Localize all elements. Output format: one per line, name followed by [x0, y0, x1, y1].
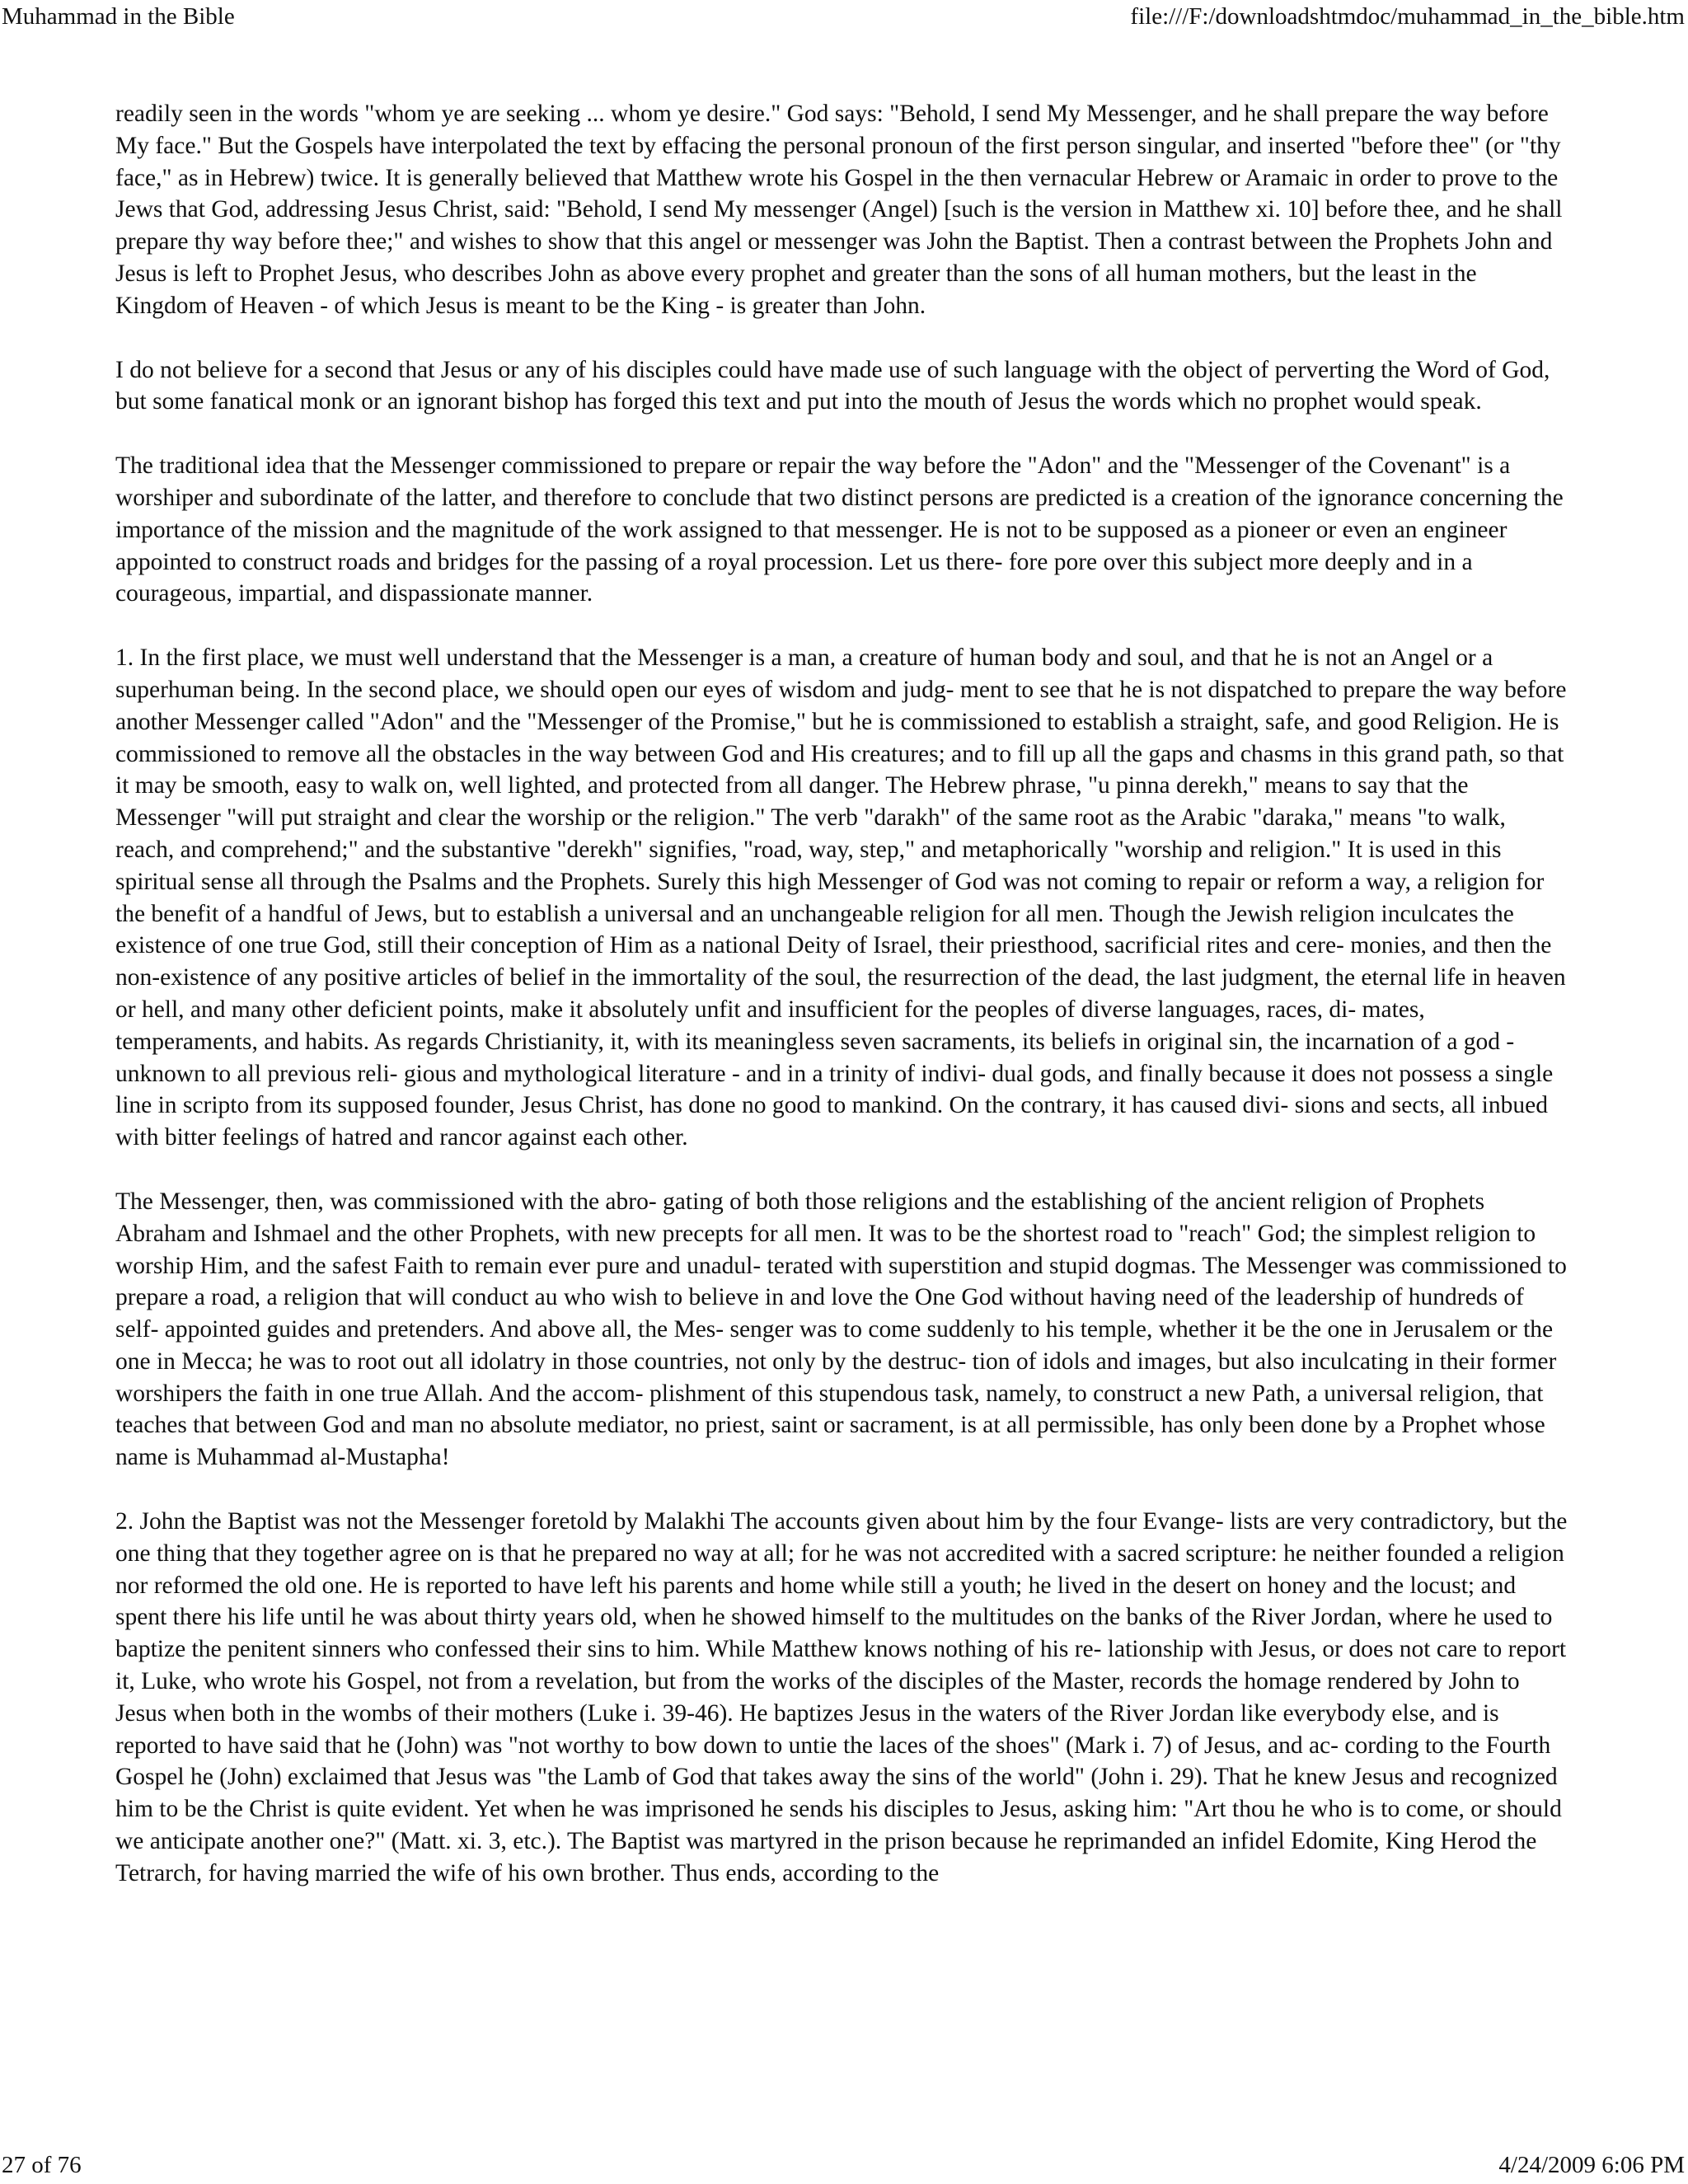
paragraph: The traditional idea that the Messenger commissioned to prepare or repair the way before the "Adon" and the "Messenger of the Covenant" is a worshiper and subordinate of the latter, and therefore to conclude that two distinct persons are predicted is a creation of the ignorance concerning the importance of the mission and the magnitude of the work assigned to that messenger. He is not to be supposed as a pioneer or even an engineer appointed to construct roads and bridges for the passing of a royal procession. Let us there- fore pore over this subject more deeply and in a courageous, impartial, and dispassionate manner.	[115, 452, 1564, 607]
document-body	[115, 98, 1568, 1890]
document-url: file:///F:/downloadshtmdoc/muhammad_in_the_bible.htm	[1130, 3, 1685, 30]
paragraph: 1. In the first place, we must well understand that the Messenger is a man, a creature of human body and soul, and that he is not an Angel or a superhuman being. In the second place, we should open our eyes of wisdom and judg- ment to see that he is not dispatched to prepare the way before another Messenger called "Adon" and the "Messenger of the Promise," but he is commissioned to establish a straight, safe, and good Religion. He is commissioned to remove all the obstacles in the way between God and His creatures; and to fill up all the gaps and chasms in this grand path, so that it may be smooth, easy to walk on, well lighted, and protected from all danger. The Hebrew phrase, "u pinna derekh," means to say that the Messenger "will put straight and clear the worship or the religion." The verb "darakh" of the same root as the Arabic "daraka," means "to walk, reach, and comprehend;" and the substantive "derekh" signifies, "road, way, step," and metaphorically "worship and religion." It is used in this spiritual sense all through the Psalms and the Prophets. Surely this high Messenger of God was not coming to repair or reform a way, a religion for the benefit of a handful of Jews, but to establish a universal and an unchangeable religion for all men. Though the Jewish religion inculcates the existence of one true God, still their conception of Him as a national Deity of Israel, their priesthood, sacrificial rites and cere- monies, and then the non-existence of any positive articles of belief in the immortality of the soul, the resurrection of the dead, the last judgment, the eternal life in heaven or hell, and many other deficient points, make it absolutely unfit and insufficient for the peoples of diverse languages, races, di- mates, temperaments, and habits. As regards Christianity, it, with its meaningless seven sacraments, its beliefs in original sin, the incarnation of a god - unknown to all previous reli- gious and mythological literature - and in a trinity of indivi- dual gods, and finally because it does not possess a single line in scripto from its supposed founder, Jesus Christ, has done no good to mankind. On the contrary, it has caused divi- sions and sects, all inbued with bitter feelings of hatred and rancor against each other.	[115, 644, 1567, 1151]
print-timestamp: 4/24/2009 6:06 PM	[1498, 2152, 1685, 2178]
document-title: Muhammad in the Bible	[2, 3, 235, 30]
page-counter: 27 of 76	[2, 2152, 82, 2178]
paragraph: readily seen in the words "whom ye are seeking ... whom ye desire." God says: "Behold, I send My Messenger, and he shall prepare the way before My face." But the Gospels have interpolated the text by effacing the personal pronoun of the first person singular, and inserted "before thee" (or "thy face," as in Hebrew) twice. It is generally believed that Matthew wrote his Gospel in the then vernacular Hebrew or Aramaic in order to prove to the Jews that God, addressing Jesus Christ, said: "Behold, I send My messenger (Angel) [such is the version in Matthew xi. 10] before thee, and he shall prepare thy way before thee;" and wishes to show that this angel or messenger was John the Baptist. Then a contrast between the Prophets John and Jesus is left to Prophet Jesus, who describes John as above every prophet and greater than the sons of all human mothers, but the least in the Kingdom of Heaven - of which Jesus is meant to be the King - is greater than John.	[115, 101, 1563, 319]
paragraph: 2. John the Baptist was not the Messenger foretold by Malakhi The accounts given about him by the four Evange- lists are very contradictory, but the one thing that they together agree on is that he prepared no way at all; for he was not accredited with a sacred scripture: he neither founded a religion nor reformed the old one. He is reported to have left his parents and home while still a youth; he lived in the desert on honey and the locust; and spent there his life until he was about thirty years old, when he showed himself to the multitudes on the banks of the River Jordan, where he used to baptize the penitent sinners who confessed their sins to him. While Matthew knows nothing of his re- lationship with Jesus, or does not care to report it, Luke, who wrote his Gospel, not from a revelation, but from the works of the disciples of the Master, records the homage rendered by John to Jesus when both in the wombs of their mothers (Luke i. 39-46). He baptizes Jesus in the waters of the River Jordan like everybody else, and is reported to have said that he (John) was "not worthy to bow down to untie the laces of the shoes" (Mark i. 7) of Jesus, and ac- cording to the Fourth Gospel he (John) exclaimed that Jesus was "the Lamb of God that takes away the sins of the world" (John i. 29). That he knew Jesus and recognized him to be the Christ is quite evident. Yet when he was imprisoned he sends his disciples to Jesus, asking him: "Art thou he who is to come, or should we anticipate another one?" (Matt. xi. 3, etc.). The Baptist was martyred in the prison because he reprimanded an infidel Edomite, King Herod the Tetrarch, for having married the wife of his own brother. Thus ends, according to the	[115, 1508, 1568, 1886]
paragraph: I do not believe for a second that Jesus or any of his disciples could have made use of such language with the object of perverting the Word of God, but some fanatical monk or an ignorant bishop has forged this text and put into the mouth of Jesus the words which no prophet would speak.	[115, 356, 1550, 415]
paragraph: The Messenger, then, was commissioned with the abro- gating of both those religions and the establishing of the ancient religion of Prophets Abraham and Ishmael and the other Prophets, with new precepts for all men. It was to be the shortest road to "reach" God; the simplest religion to worship Him, and the safest Faith to remain ever pure and unadul- terated with superstition and stupid dogmas. The Messenger was commissioned to prepare a road, a religion that will conduct au who wish to believe in and love the One God without having need of the leadership of hundreds of self- appointed guides and pretenders. And above all, the Mes- senger was to come suddenly to his temple, whether it be the one in Jerusalem or the one in Mecca; he was to root out all idolatry in those countries, not only by the destruc- tion of idols and images, but also inculcating in their former worshipers the faith in one true Allah. And the accom- plishment of this stupendous task, namely, to construct a new Path, a universal religion, that teaches that between God and man no absolute mediator, no priest, saint or sacrament, is at all permissible, has only been done by a Prophet whose name is Muhammad al-Mustapha!	[115, 1188, 1567, 1471]
